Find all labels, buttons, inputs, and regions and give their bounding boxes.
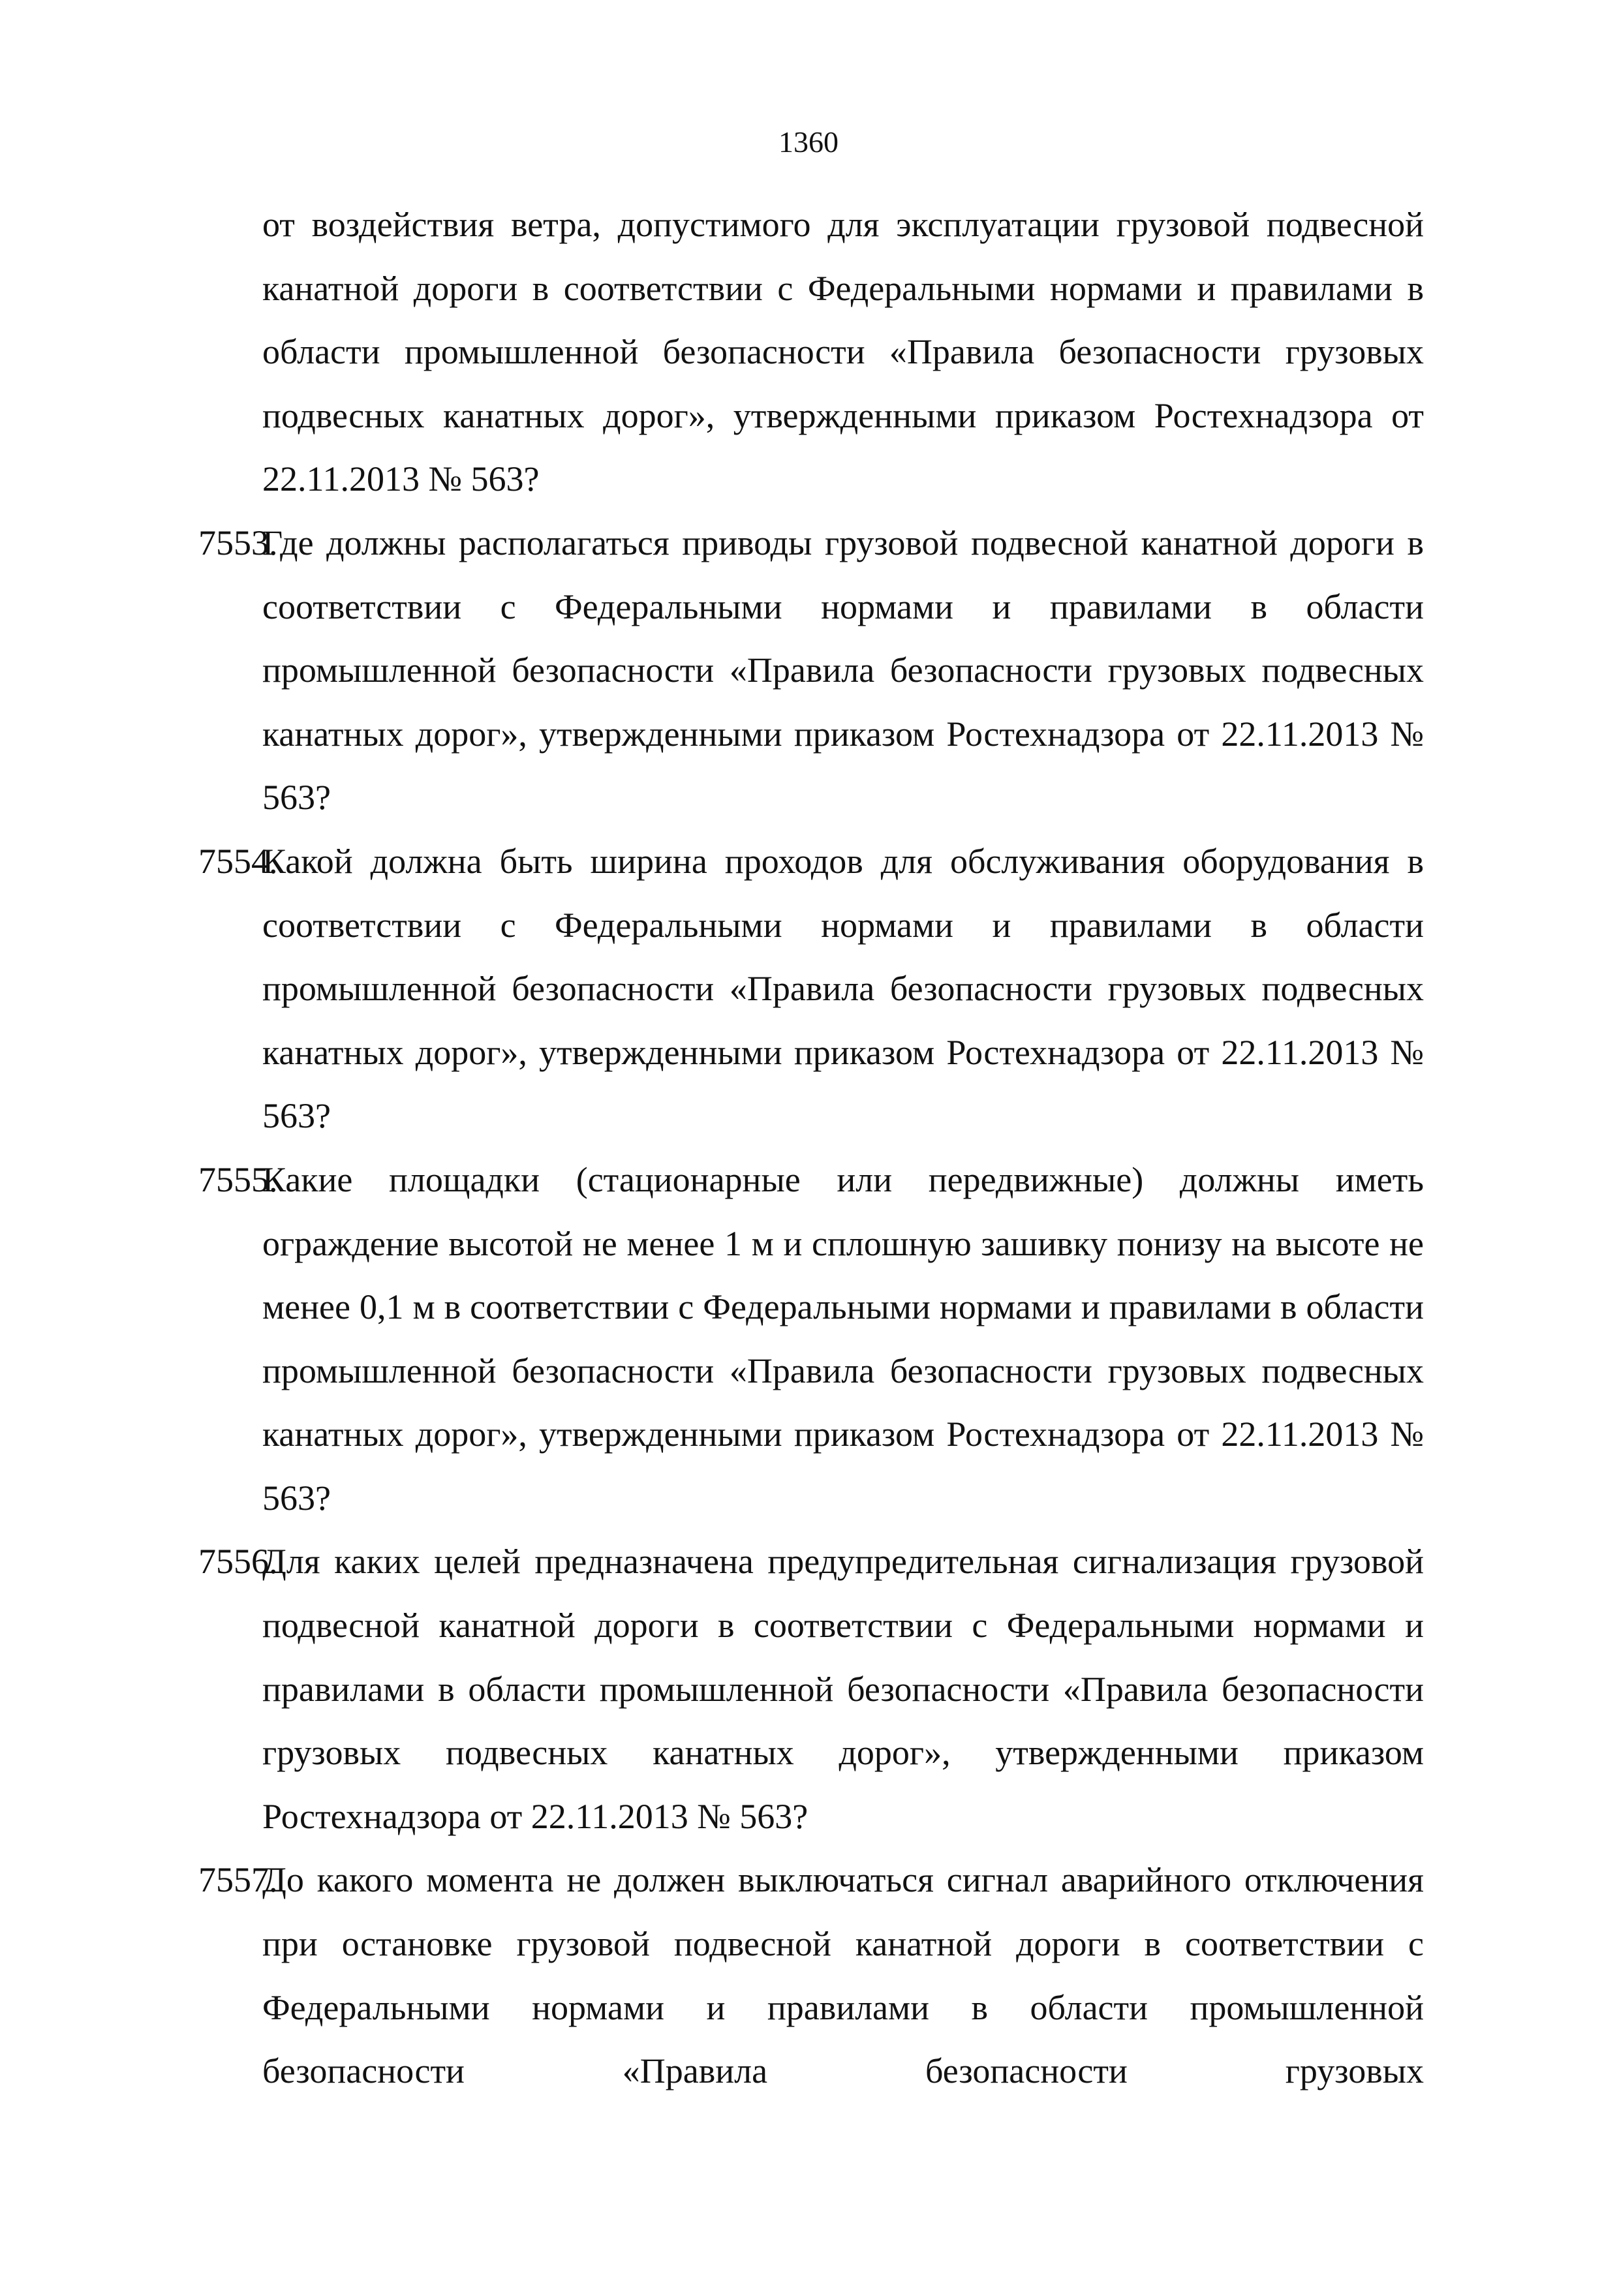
question-text: Где должны располагаться приводы грузовой подвесной канатной дороги в соответствии с Федеральными нормами и правилами в области промышленной безопасности «Правила безопасности грузовых подвесных канатных дорог», утвержденными приказом Ростехнадзора от 22.11.2013 № 563? [262,523,1424,818]
question-number: 7555. [198,1159,278,1199]
question-text: Для каких целей предназначена предупредительная сигнализация грузовой подвесной канатной дороги в соответствии с Федеральными нормами и правилами в области промышленной безопасности «Правила безопасности грузовых подвесных канатных дорог», утвержденными приказом Ростехнадзора от 22.11.2013 № 563? [262,1542,1424,1836]
page-content [198,193,1424,2104]
question-item [198,1148,1424,1531]
question-item [198,1530,1424,1848]
question-text: Какие площадки (стационарные или передвижные) должны иметь ограждение высотой не менее 1 м и сплошную зашивку понизу на высоте не менее 0,1 м в соответствии с Федеральными нормами и правилами в области промышленной безопасности «Правила безопасности грузовых подвесных канатных дорог», утвержденными приказом Ростехнадзора от 22.11.2013 № 563? [262,1159,1424,1518]
question-number: 7553. [198,523,278,562]
question-item [198,1848,1424,2103]
continuation-paragraph: от воздействия ветра, допустимого для эксплуатации грузовой подвесной канатной дороги в соответствии с Федеральными нормами и правилами в области промышленной безопасности «Правила безопасности грузовых подвесных канатных дорог», утвержденными приказом Ростехнадзора от 22.11.2013 № 563? [262,205,1424,499]
question-number: 7557. [198,1860,278,1900]
question-number: 7554. [198,841,278,881]
page-number: 1360 [778,125,839,159]
question-text: Какой должна быть ширина проходов для обслуживания оборудования в соответствии с Федеральными нормами и правилами в области промышленной безопасности «Правила безопасности грузовых подвесных канатных дорог», утвержденными приказом Ростехнадзора от 22.11.2013 № 563? [262,841,1424,1136]
question-item [198,830,1424,1148]
question-item [198,512,1424,830]
question-text: До какого момента не должен выключаться сигнал аварийного отключения при остановке грузовой подвесной канатной дороги в соответствии с Федеральными нормами и правилами в области промышленной безопасности «Правила безопасности грузовых [262,1860,1424,2091]
question-number: 7556. [198,1542,278,1582]
